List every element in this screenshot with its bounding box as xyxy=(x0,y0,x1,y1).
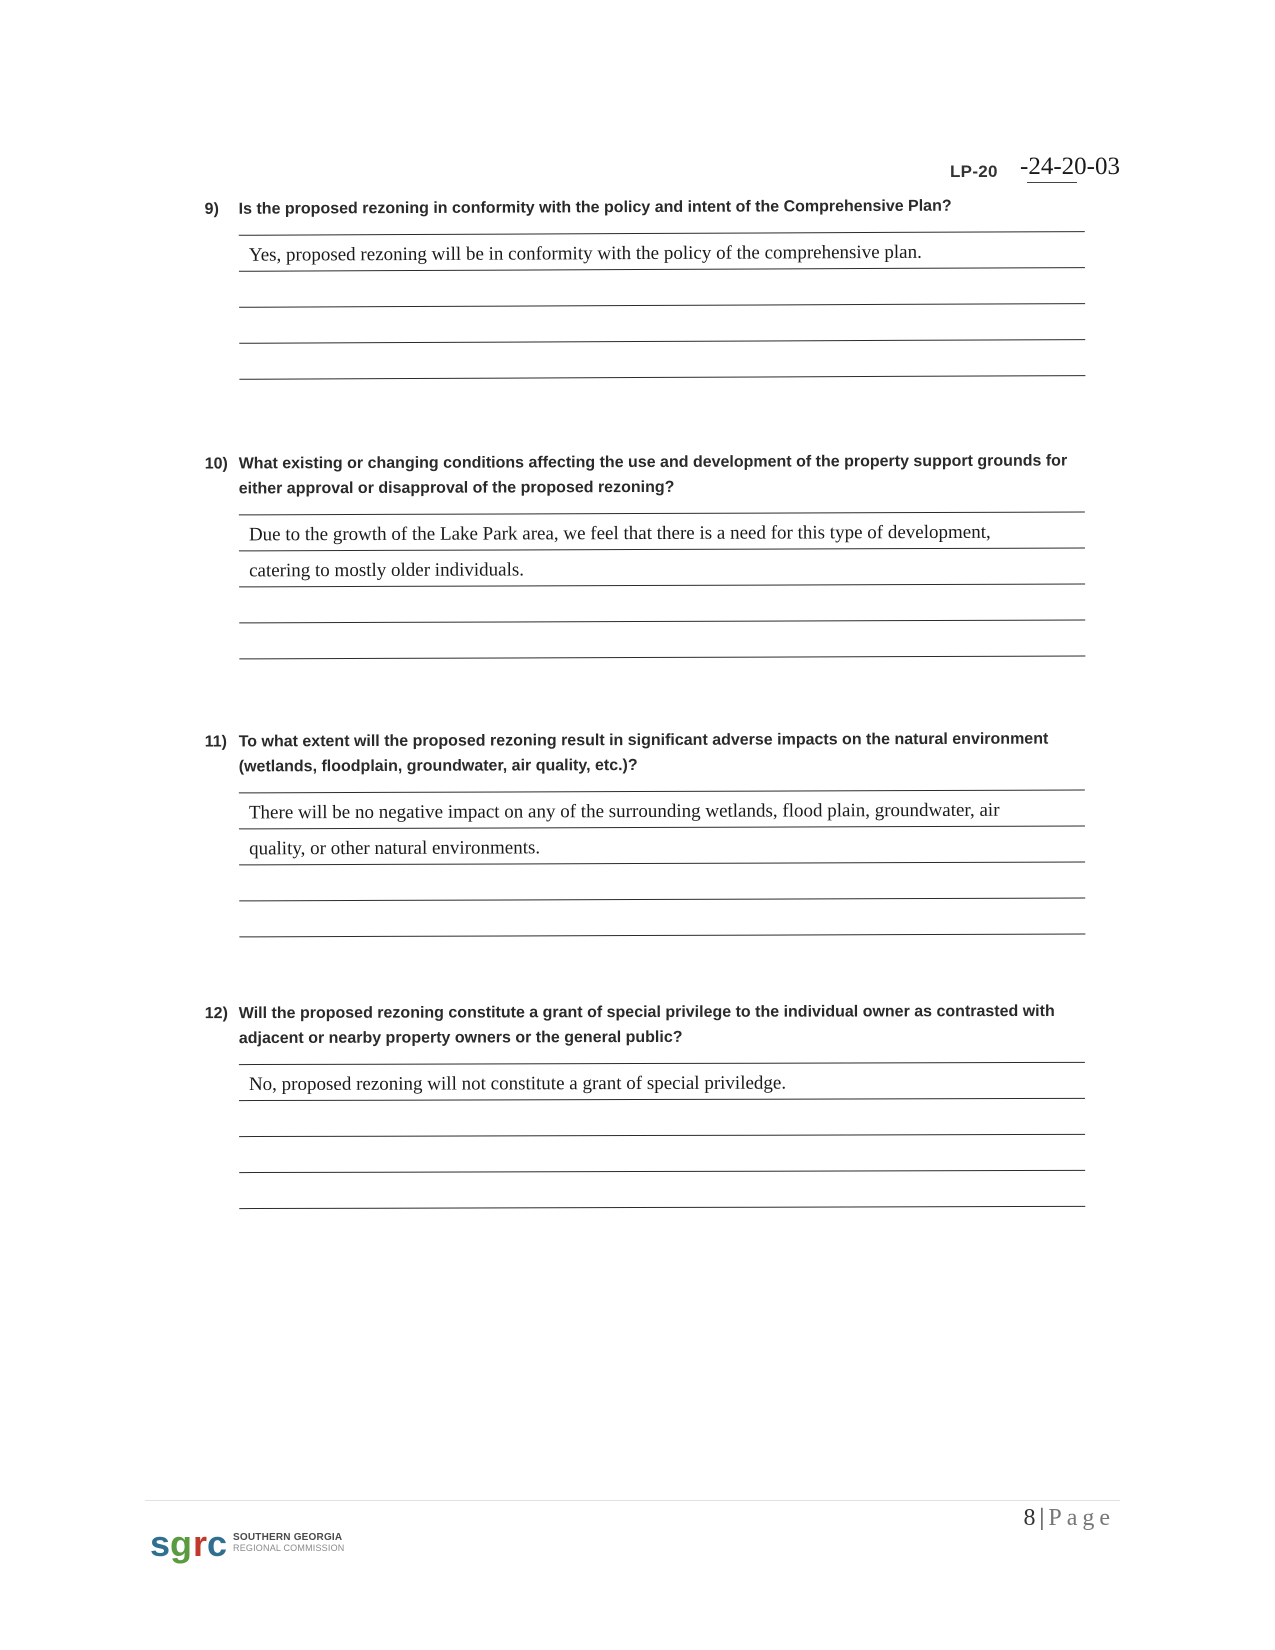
question-number: 11) xyxy=(204,733,227,751)
answer-line[interactable]: No, proposed rezoning will not constitute a grant of special priviledge. xyxy=(239,1063,1085,1101)
doc-number-prefix: LP-20 xyxy=(950,162,998,181)
answer-line[interactable] xyxy=(239,862,1085,901)
answer-line[interactable]: catering to mostly older individuals. xyxy=(239,548,1085,587)
question-10 xyxy=(205,448,1086,659)
svg-text:r: r xyxy=(193,1523,208,1564)
answer-line[interactable] xyxy=(239,304,1085,344)
page-number-label xyxy=(1024,1505,1115,1532)
question-heading xyxy=(205,726,1085,779)
answer-lines xyxy=(239,502,1086,659)
footer-divider xyxy=(145,1500,1120,1501)
question-prompt: To what extent will the proposed rezoning result in significant adverse impacts on the natural environment (wetlands, floodplain, groundwater, air quality, etc.)? xyxy=(238,730,1049,776)
answer-line[interactable]: quality, or other natural environments. xyxy=(239,826,1085,865)
question-heading xyxy=(205,999,1085,1051)
logo-line-1: SOUTHERN GEORGIA xyxy=(233,1532,343,1543)
sgrc-logo-mark xyxy=(150,1520,230,1570)
answer-line[interactable] xyxy=(239,1171,1085,1209)
answer-line[interactable]: There will be no negative impact on any of the surrounding wetlands, flood plain, groundwater, air xyxy=(239,790,1085,829)
question-number: 10) xyxy=(204,455,228,473)
logo-caption xyxy=(233,1532,344,1554)
answer-lines xyxy=(239,222,1086,380)
page-number: 8 xyxy=(1023,1505,1036,1531)
answer-line[interactable] xyxy=(239,1099,1085,1137)
question-number: 12) xyxy=(204,1005,228,1023)
question-12 xyxy=(205,999,1086,1209)
document-number xyxy=(950,150,1120,186)
answer-line[interactable] xyxy=(239,268,1085,308)
answer-lines xyxy=(239,780,1086,937)
svg-text:c: c xyxy=(207,1523,228,1564)
svg-text:s: s xyxy=(150,1523,171,1564)
question-number: 9) xyxy=(204,200,219,218)
question-prompt: Will the proposed rezoning constitute a grant of special privilege to the individual owner as contrasted with adjacent or nearby property owners or the general public? xyxy=(238,1002,1055,1048)
answer-line[interactable] xyxy=(239,1135,1085,1173)
doc-number-underline xyxy=(1027,182,1077,183)
svg-text:g: g xyxy=(170,1523,192,1564)
question-11 xyxy=(205,726,1086,937)
answer-lines xyxy=(239,1053,1085,1209)
sgrc-logo xyxy=(150,1520,400,1570)
question-prompt: What existing or changing conditions affecting the use and development of the property support grounds for either approval or disapproval of the proposed rezoning? xyxy=(238,452,1068,498)
answer-line[interactable] xyxy=(239,898,1085,937)
answer-line[interactable] xyxy=(239,584,1085,623)
doc-number-suffix: -24-20-03 xyxy=(1020,153,1120,180)
answer-line[interactable]: Due to the growth of the Lake Park area, we feel that there is a need for this type of development, xyxy=(239,512,1085,551)
page-word: Page xyxy=(1048,1505,1115,1531)
question-heading xyxy=(205,448,1085,501)
question-prompt: Is the proposed rezoning in conformity with the policy and intent of the Comprehensive Plan? xyxy=(238,197,952,218)
page-separator: | xyxy=(1039,1505,1045,1531)
answer-line[interactable] xyxy=(239,340,1085,380)
question-heading xyxy=(205,193,1085,222)
answer-line[interactable]: Yes, proposed rezoning will be in conformity with the policy of the comprehensive plan. xyxy=(239,232,1085,272)
question-9 xyxy=(205,193,1086,380)
answer-line[interactable] xyxy=(239,620,1085,659)
logo-line-2: REGIONAL COMMISSION xyxy=(233,1543,345,1553)
